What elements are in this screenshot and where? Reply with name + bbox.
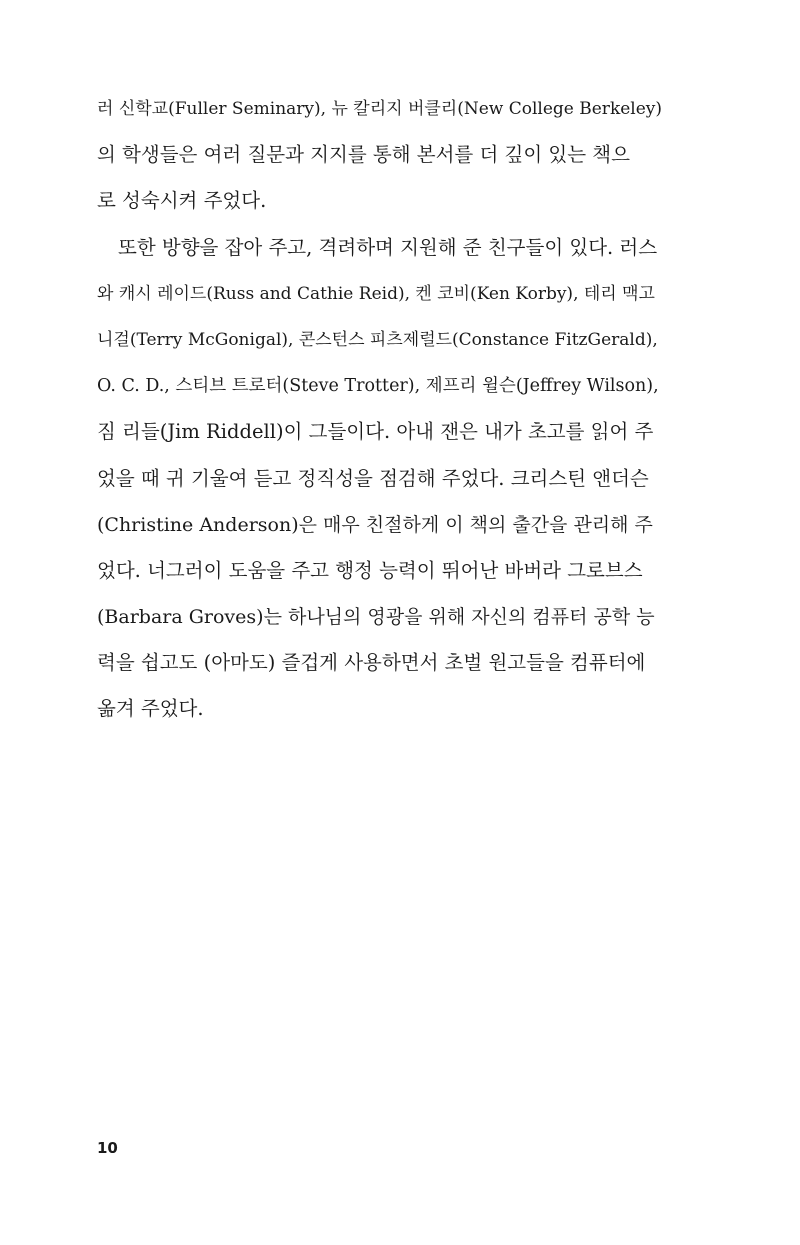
line-text: 짐 리들(Jim Riddell)이 그들이다. 아내 잰은 내가 초고를 읽어 주 xyxy=(97,420,654,444)
text-line xyxy=(97,409,665,455)
text-line xyxy=(97,225,665,271)
line-text: 의 학생들은 여러 질문과 지지를 통해 본서를 더 깊이 있는 책으 xyxy=(97,143,630,167)
line-text: (Christine Anderson)은 매우 친절하게 이 책의 출간을 관리해 주 xyxy=(97,513,653,536)
body-text xyxy=(97,86,665,733)
line-text: 로 성숙시켜 주었다. xyxy=(97,189,267,213)
line-text: O. C. D., 스티브 트로터(Steve Trotter), 제프리 윌슨(Jeffrey Wilson), xyxy=(97,376,659,397)
text-line xyxy=(97,132,665,178)
line-text: 었을 때 귀 기울여 듣고 정직성을 점검해 주었다. 크리스틴 앤더슨 xyxy=(97,466,649,490)
text-line xyxy=(97,456,665,502)
text-line xyxy=(97,271,665,317)
line-text: 었다. 너그러이 도움을 주고 행정 능력이 뛰어난 바버라 그로브스 xyxy=(97,558,643,582)
text-line xyxy=(97,86,665,132)
line-text: 니걸(Terry McGonigal), 콘스턴스 피츠제럴드(Constance FitzGerald), xyxy=(97,329,658,350)
text-line xyxy=(97,686,665,732)
line-text: 력을 쉽고도 (아마도) 즐겁게 사용하면서 초벌 원고들을 컴퓨터에 xyxy=(97,651,646,675)
page-number: 10 xyxy=(97,1139,118,1157)
text-line xyxy=(97,178,665,224)
line-text: 와 캐시 레이드(Russ and Cathie Reid), 켄 코비(Ken Korby), 테리 맥고 xyxy=(97,283,655,304)
text-line xyxy=(97,363,665,409)
line-text: (Barbara Groves)는 하나님의 영광을 위해 자신의 컴퓨터 공학 능 xyxy=(97,606,655,629)
text-line xyxy=(97,594,665,640)
text-line xyxy=(97,548,665,594)
text-line xyxy=(97,502,665,548)
line-text: 러 신학교(Fuller Seminary), 뉴 칼리지 버클리(New College Berkeley) xyxy=(97,99,663,119)
line-text: 옮겨 주었다. xyxy=(97,697,204,721)
text-line xyxy=(97,317,665,363)
line-text: 또한 방향을 잡아 주고, 격려하며 지원해 준 친구들이 있다. 러스 xyxy=(118,235,658,259)
text-line xyxy=(97,640,665,686)
